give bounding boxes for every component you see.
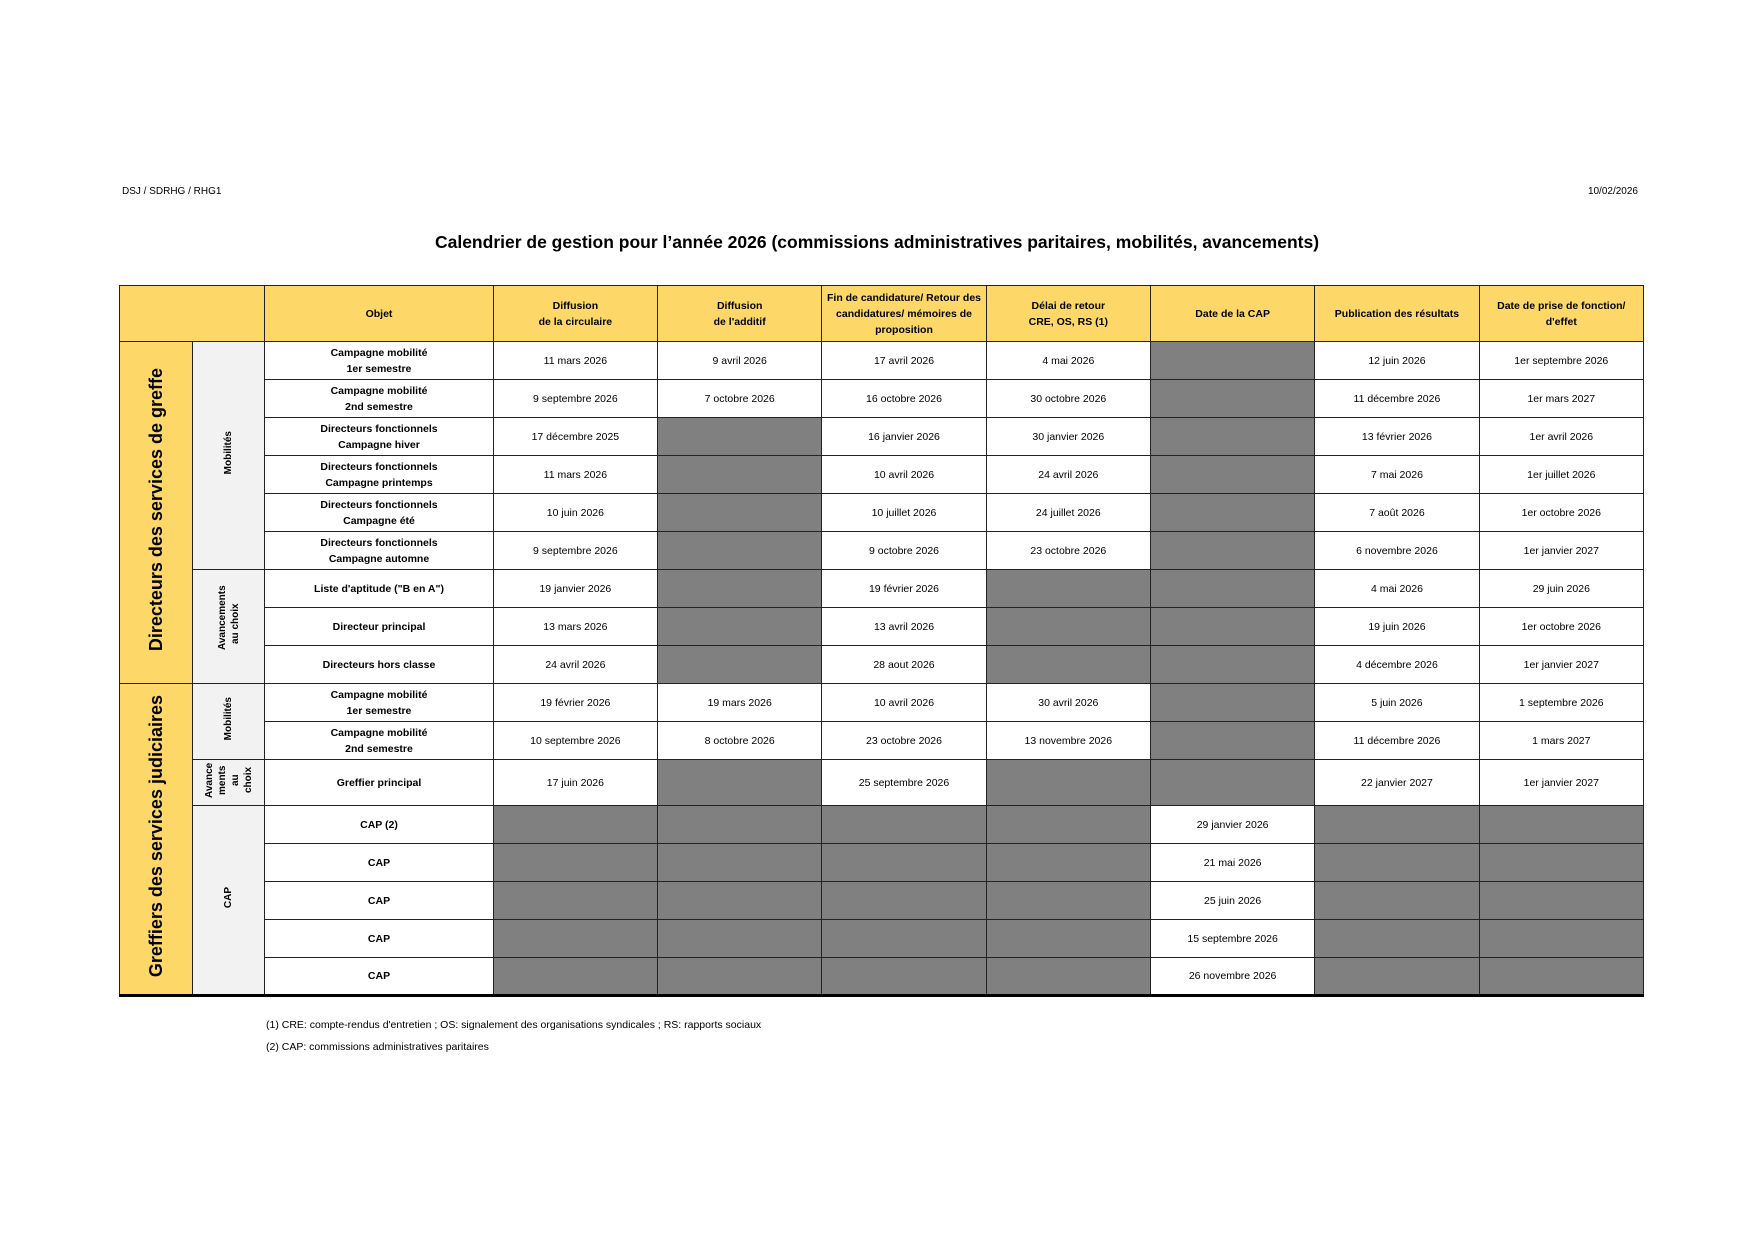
objet-line-2: Campagne printemps bbox=[325, 476, 433, 489]
grey-cell bbox=[1150, 684, 1314, 722]
objet-cell bbox=[265, 532, 493, 570]
grey-cell bbox=[658, 920, 822, 958]
date-cell: 7 mai 2026 bbox=[1315, 456, 1479, 494]
grey-cell bbox=[658, 570, 822, 608]
date-cell: 8 octobre 2026 bbox=[658, 722, 822, 760]
col-header-line: Délai de retour bbox=[1031, 299, 1106, 312]
date-cell: 10 septembre 2026 bbox=[493, 722, 657, 760]
date-cell: 30 janvier 2026 bbox=[986, 418, 1150, 456]
header-service: DSJ / SDRHG / RHG1 bbox=[122, 186, 222, 197]
date-cell: 6 novembre 2026 bbox=[1315, 532, 1479, 570]
date-cell: 29 janvier 2026 bbox=[1150, 806, 1314, 844]
objet-cell bbox=[265, 342, 493, 380]
date-cell: 19 février 2026 bbox=[493, 684, 657, 722]
objet-line-2: Campagne hiver bbox=[338, 438, 420, 451]
grey-cell bbox=[1150, 456, 1314, 494]
grey-cell bbox=[658, 958, 822, 996]
group-directeurs-label: Directeurs des services de greffe bbox=[146, 368, 167, 652]
grey-cell bbox=[658, 532, 822, 570]
table-row bbox=[120, 920, 1644, 958]
date-cell: 12 juin 2026 bbox=[1315, 342, 1479, 380]
table-row bbox=[120, 646, 1644, 684]
subgroup-cap-label: CAP bbox=[223, 886, 235, 909]
objet-line-1: CAP bbox=[367, 932, 391, 945]
grey-cell bbox=[986, 806, 1150, 844]
date-cell: 1er juillet 2026 bbox=[1479, 456, 1643, 494]
grey-cell bbox=[1315, 882, 1479, 920]
table-row bbox=[120, 570, 1644, 608]
grey-cell bbox=[658, 844, 822, 882]
col-header-line: de l'additif bbox=[713, 315, 766, 328]
date-cell: 17 juin 2026 bbox=[493, 760, 657, 806]
date-cell: 10 juillet 2026 bbox=[822, 494, 986, 532]
col-header-line: Diffusion bbox=[716, 299, 763, 312]
date-cell: 26 novembre 2026 bbox=[1150, 958, 1314, 996]
objet-line-2: Campagne automne bbox=[328, 552, 430, 565]
date-cell: 24 avril 2026 bbox=[493, 646, 657, 684]
grey-cell bbox=[1150, 646, 1314, 684]
objet-line-1: CAP bbox=[367, 970, 391, 982]
table-row bbox=[120, 722, 1644, 760]
date-cell: 16 octobre 2026 bbox=[822, 380, 986, 418]
date-cell: 1er octobre 2026 bbox=[1479, 494, 1643, 532]
table-row bbox=[120, 684, 1644, 722]
table-row bbox=[120, 418, 1644, 456]
grey-cell bbox=[1150, 608, 1314, 646]
objet-line-2: 2nd semestre bbox=[345, 742, 413, 755]
grey-cell bbox=[658, 494, 822, 532]
objet-line-1: Campagne mobilité bbox=[330, 346, 428, 359]
grey-cell bbox=[1479, 844, 1643, 882]
grey-cell bbox=[986, 920, 1150, 958]
grey-cell bbox=[1315, 920, 1479, 958]
date-cell: 11 décembre 2026 bbox=[1315, 380, 1479, 418]
date-cell: 10 juin 2026 bbox=[493, 494, 657, 532]
col-header-line: Diffusion bbox=[552, 299, 599, 312]
grey-cell bbox=[1150, 760, 1314, 806]
grey-cell bbox=[1315, 958, 1479, 996]
table-row bbox=[120, 806, 1644, 844]
grey-cell bbox=[658, 418, 822, 456]
corner-cell bbox=[120, 286, 265, 342]
objet-cell bbox=[265, 418, 493, 456]
col-header-objet: Objet bbox=[265, 286, 493, 342]
group-directeurs bbox=[120, 342, 193, 684]
date-cell: 9 avril 2026 bbox=[658, 342, 822, 380]
col-header-diffusion-circulaire bbox=[493, 286, 657, 342]
table-row bbox=[120, 844, 1644, 882]
grey-cell bbox=[822, 882, 986, 920]
table-header-row bbox=[120, 286, 1644, 342]
date-cell: 19 mars 2026 bbox=[658, 684, 822, 722]
objet-cell bbox=[265, 722, 493, 760]
date-cell: 30 avril 2026 bbox=[986, 684, 1150, 722]
grey-cell bbox=[986, 608, 1150, 646]
col-header-line: de la circulaire bbox=[538, 315, 613, 328]
date-cell: 21 mai 2026 bbox=[1150, 844, 1314, 882]
date-cell: 28 aout 2026 bbox=[822, 646, 986, 684]
date-cell: 11 mars 2026 bbox=[493, 456, 657, 494]
group-greffiers bbox=[120, 684, 193, 996]
col-header-prise-fonction: Date de prise de fonction/ d'effet bbox=[1479, 286, 1643, 342]
objet-line-2: 1er semestre bbox=[346, 704, 412, 717]
table-row bbox=[120, 494, 1644, 532]
date-cell: 1er septembre 2026 bbox=[1479, 342, 1643, 380]
date-cell: 24 juillet 2026 bbox=[986, 494, 1150, 532]
objet-line-1: Directeurs fonctionnels bbox=[320, 460, 438, 473]
grey-cell bbox=[1479, 806, 1643, 844]
footnote-2: (2) CAP: commissions administratives paritaires bbox=[266, 1041, 489, 1053]
objet-line-1: Liste d'aptitude ("B en A") bbox=[314, 582, 444, 595]
table-row bbox=[120, 342, 1644, 380]
date-cell: 17 décembre 2025 bbox=[493, 418, 657, 456]
subgroup-mobilites bbox=[193, 342, 265, 570]
objet-cell bbox=[265, 958, 493, 996]
table-row bbox=[120, 380, 1644, 418]
page-title: Calendrier de gestion pour l’année 2026 (commissions administratives paritaires, mobilités, avancements) bbox=[434, 232, 1320, 252]
col-header-fin-candidature: Fin de candidature/ Retour des candidatures/ mémoires de proposition bbox=[822, 286, 986, 342]
objet-cell bbox=[265, 806, 493, 844]
grey-cell bbox=[1150, 494, 1314, 532]
date-cell: 30 octobre 2026 bbox=[986, 380, 1150, 418]
objet-line-2: 2nd semestre bbox=[345, 400, 413, 413]
grey-cell bbox=[1150, 570, 1314, 608]
group-greffiers-label: Greffiers des services judiciaires bbox=[146, 695, 167, 978]
objet-cell bbox=[265, 646, 493, 684]
date-cell: 19 juin 2026 bbox=[1315, 608, 1479, 646]
footnote-1: (1) CRE: compte-rendus d'entretien ; OS: signalement des organisations syndicales ; RS: rapports sociaux bbox=[266, 1019, 762, 1031]
date-cell: 13 février 2026 bbox=[1315, 418, 1479, 456]
objet-line-2: 1er semestre bbox=[346, 362, 412, 375]
objet-line-1: CAP (2) bbox=[360, 818, 398, 831]
grey-cell bbox=[986, 958, 1150, 996]
date-cell: 25 juin 2026 bbox=[1150, 882, 1314, 920]
col-header-line: CRE, OS, RS (1) bbox=[1028, 315, 1108, 328]
objet-cell bbox=[265, 882, 493, 920]
objet-line-1: Campagne mobilité bbox=[330, 726, 428, 739]
date-cell: 11 décembre 2026 bbox=[1315, 722, 1479, 760]
table-row bbox=[120, 532, 1644, 570]
header-date: 10/02/2026 bbox=[1587, 186, 1638, 197]
date-cell: 1er mars 2027 bbox=[1479, 380, 1643, 418]
objet-cell bbox=[265, 380, 493, 418]
subgroup-avancements-label: Avance ments au choix bbox=[203, 762, 254, 798]
date-cell: 17 avril 2026 bbox=[822, 342, 986, 380]
objet-cell bbox=[265, 844, 493, 882]
subgroup-avancements bbox=[193, 570, 265, 684]
grey-cell bbox=[658, 882, 822, 920]
date-cell: 1er janvier 2027 bbox=[1479, 646, 1643, 684]
objet-line-1: CAP bbox=[367, 856, 391, 869]
col-header-date-cap: Date de la CAP bbox=[1150, 286, 1314, 342]
date-cell: 1er janvier 2027 bbox=[1479, 760, 1643, 806]
date-cell: 19 janvier 2026 bbox=[493, 570, 657, 608]
grey-cell bbox=[986, 844, 1150, 882]
objet-cell bbox=[265, 494, 493, 532]
grey-cell bbox=[1479, 882, 1643, 920]
date-cell: 13 mars 2026 bbox=[493, 608, 657, 646]
date-cell: 1er janvier 2027 bbox=[1479, 532, 1643, 570]
date-cell: 4 décembre 2026 bbox=[1315, 646, 1479, 684]
objet-cell bbox=[265, 570, 493, 608]
date-cell: 4 mai 2026 bbox=[1315, 570, 1479, 608]
objet-cell bbox=[265, 684, 493, 722]
table-row bbox=[120, 958, 1644, 996]
date-cell: 7 octobre 2026 bbox=[658, 380, 822, 418]
date-cell: 24 avril 2026 bbox=[986, 456, 1150, 494]
date-cell: 15 septembre 2026 bbox=[1150, 920, 1314, 958]
grey-cell bbox=[822, 920, 986, 958]
grey-cell bbox=[822, 958, 986, 996]
grey-cell bbox=[493, 958, 657, 996]
date-cell: 13 avril 2026 bbox=[822, 608, 986, 646]
date-cell: 9 septembre 2026 bbox=[493, 380, 657, 418]
date-cell: 7 août 2026 bbox=[1315, 494, 1479, 532]
grey-cell bbox=[986, 570, 1150, 608]
date-cell: 25 septembre 2026 bbox=[822, 760, 986, 806]
grey-cell bbox=[1150, 342, 1314, 380]
objet-cell bbox=[265, 920, 493, 958]
col-header-publication: Publication des résultats bbox=[1315, 286, 1479, 342]
subgroup-mobilites-label: Mobilités bbox=[223, 431, 235, 475]
grey-cell bbox=[1150, 380, 1314, 418]
grey-cell bbox=[658, 646, 822, 684]
table-row bbox=[120, 882, 1644, 920]
date-cell: 19 février 2026 bbox=[822, 570, 986, 608]
objet-cell bbox=[265, 760, 493, 806]
calendar-table bbox=[119, 285, 1644, 997]
subgroup-mobilites bbox=[193, 684, 265, 760]
date-cell: 1 mars 2027 bbox=[1479, 722, 1643, 760]
objet-line-1: Directeurs fonctionnels bbox=[320, 498, 438, 511]
table-row bbox=[120, 760, 1644, 806]
date-cell: 23 octobre 2026 bbox=[822, 722, 986, 760]
subgroup-avancements bbox=[193, 760, 265, 806]
grey-cell bbox=[658, 806, 822, 844]
table-row bbox=[120, 608, 1644, 646]
table-row bbox=[120, 456, 1644, 494]
date-cell: 16 janvier 2026 bbox=[822, 418, 986, 456]
objet-line-1: Campagne mobilité bbox=[330, 384, 428, 397]
date-cell: 10 avril 2026 bbox=[822, 456, 986, 494]
grey-cell bbox=[658, 760, 822, 806]
objet-line-2: Campagne été bbox=[343, 514, 415, 527]
grey-cell bbox=[1479, 958, 1643, 996]
subgroup-mobilites-label: Mobilités bbox=[223, 697, 235, 741]
objet-line-1: Directeurs hors classe bbox=[322, 658, 436, 671]
date-cell: 4 mai 2026 bbox=[986, 342, 1150, 380]
date-cell: 22 janvier 2027 bbox=[1315, 760, 1479, 806]
objet-line-1: Directeurs fonctionnels bbox=[320, 536, 438, 549]
grey-cell bbox=[493, 806, 657, 844]
date-cell: 9 septembre 2026 bbox=[493, 532, 657, 570]
grey-cell bbox=[986, 882, 1150, 920]
date-cell: 1er avril 2026 bbox=[1479, 418, 1643, 456]
objet-cell bbox=[265, 608, 493, 646]
table-body bbox=[120, 342, 1644, 996]
subgroup-cap bbox=[193, 806, 265, 996]
objet-line-1: Campagne mobilité bbox=[330, 688, 428, 701]
date-cell: 1 septembre 2026 bbox=[1479, 684, 1643, 722]
grey-cell bbox=[1315, 844, 1479, 882]
date-cell: 13 novembre 2026 bbox=[986, 722, 1150, 760]
objet-line-1: Directeur principal bbox=[332, 620, 426, 633]
col-header-diffusion-additif bbox=[658, 286, 822, 342]
col-header-delai-retour bbox=[986, 286, 1150, 342]
grey-cell bbox=[493, 882, 657, 920]
date-cell: 29 juin 2026 bbox=[1479, 570, 1643, 608]
grey-cell bbox=[1315, 806, 1479, 844]
grey-cell bbox=[658, 456, 822, 494]
date-cell: 10 avril 2026 bbox=[822, 684, 986, 722]
date-cell: 5 juin 2026 bbox=[1315, 684, 1479, 722]
date-cell: 1er octobre 2026 bbox=[1479, 608, 1643, 646]
grey-cell bbox=[493, 920, 657, 958]
objet-line-1: Directeurs fonctionnels bbox=[320, 422, 438, 435]
date-cell: 23 octobre 2026 bbox=[986, 532, 1150, 570]
objet-cell bbox=[265, 456, 493, 494]
grey-cell bbox=[822, 844, 986, 882]
grey-cell bbox=[658, 608, 822, 646]
grey-cell bbox=[822, 806, 986, 844]
grey-cell bbox=[1150, 532, 1314, 570]
grey-cell bbox=[986, 760, 1150, 806]
grey-cell bbox=[1479, 920, 1643, 958]
date-cell: 11 mars 2026 bbox=[493, 342, 657, 380]
grey-cell bbox=[986, 646, 1150, 684]
subgroup-avancements-label: Avancements au choix bbox=[216, 585, 241, 650]
grey-cell bbox=[1150, 722, 1314, 760]
grey-cell bbox=[1150, 418, 1314, 456]
objet-line-1: CAP bbox=[367, 894, 391, 907]
date-cell: 9 octobre 2026 bbox=[822, 532, 986, 570]
grey-cell bbox=[493, 844, 657, 882]
objet-line-1: Greffier principal bbox=[336, 776, 422, 789]
